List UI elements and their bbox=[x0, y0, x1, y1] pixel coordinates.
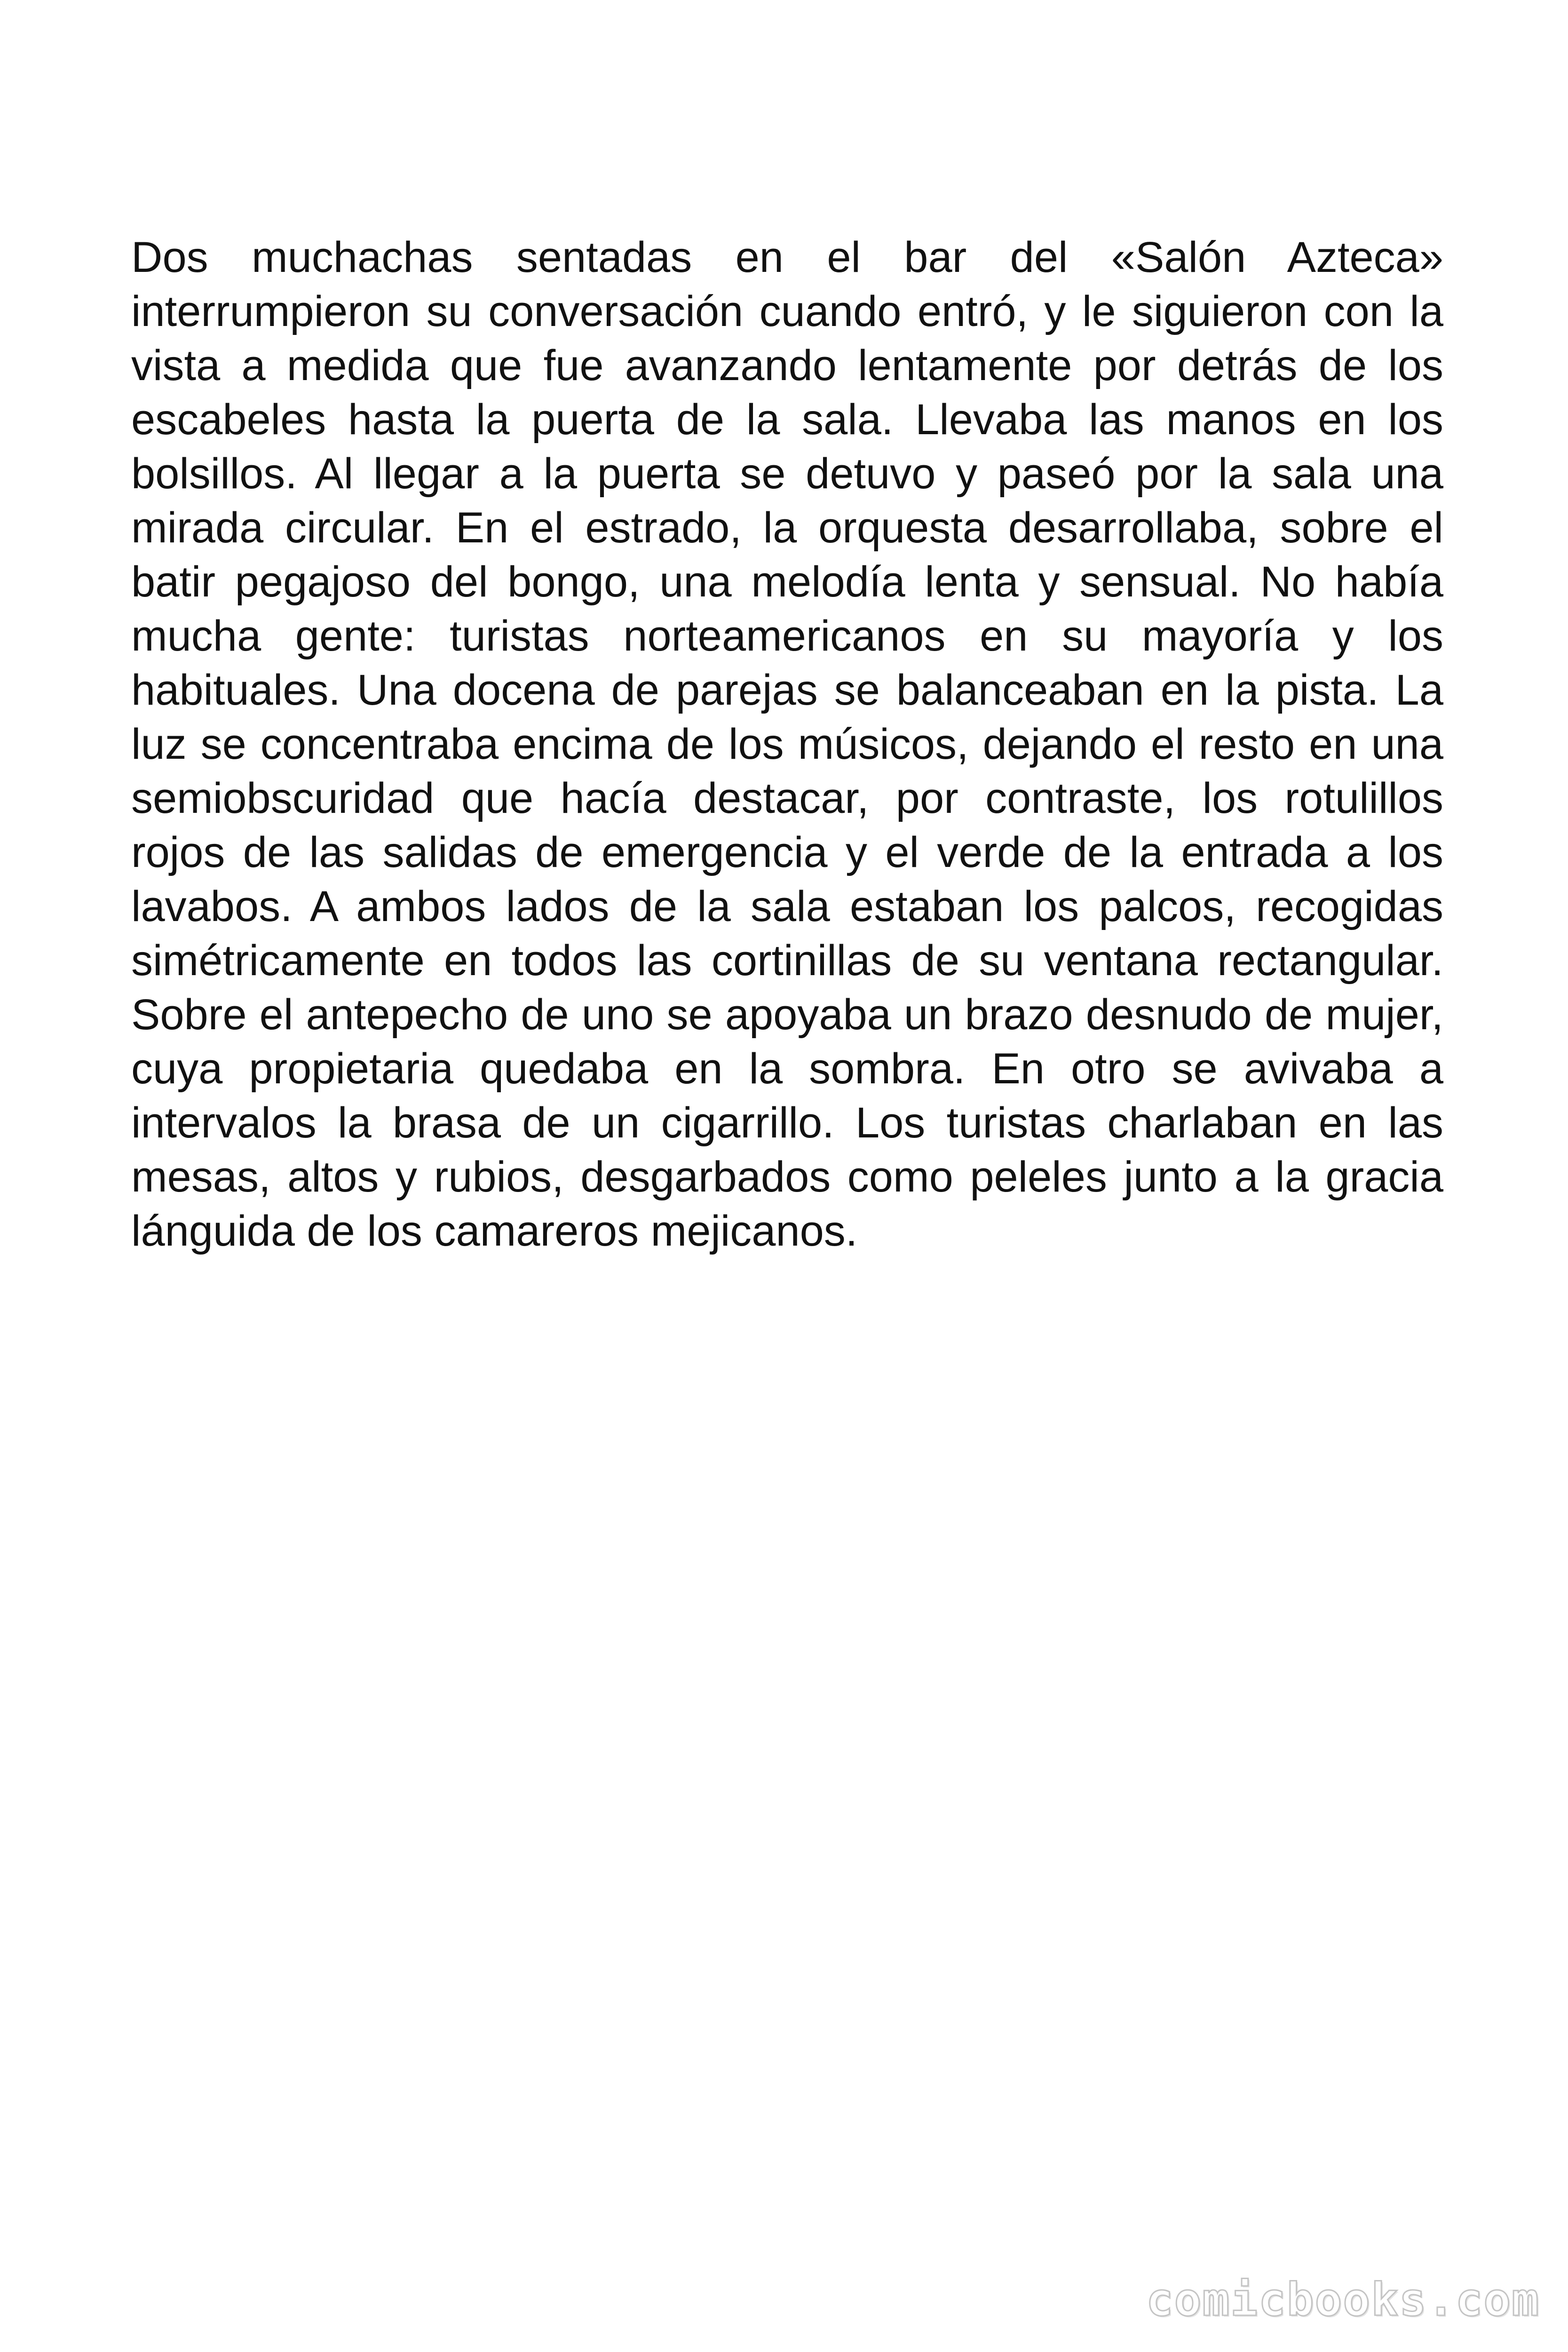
paragraph-line: rojos de las salidas de emergencia y el verde de la entrada a los bbox=[131, 828, 1443, 876]
paragraph-line: lavabos. A ambos lados de la sala estaban los palcos, recogidas bbox=[131, 882, 1443, 930]
paragraph-line: intervalos la brasa de un cigarrillo. Los turistas charlaban en las bbox=[131, 1099, 1443, 1147]
watermark-logo: comicbooks.com bbox=[1146, 2273, 1540, 2326]
paragraph-line: bolsillos. Al llegar a la puerta se detuvo y paseó por la sala una bbox=[131, 450, 1443, 498]
paragraph-line: Dos muchachas sentadas en el bar del «Salón Azteca» bbox=[131, 233, 1443, 281]
paragraph-line: mirada circular. En el estrado, la orquesta desarrollaba, sobre el bbox=[131, 504, 1443, 552]
paragraph-line: mesas, altos y rubios, desgarbados como peleles junto a la gracia bbox=[131, 1153, 1443, 1201]
paragraph-line: vista a medida que fue avanzando lentamente por detrás de los bbox=[131, 342, 1443, 389]
paragraph-line: cuya propietaria quedaba en la sombra. En otro se avivaba a bbox=[131, 1045, 1443, 1093]
paragraph-line: habituales. Una docena de parejas se balanceaban en la pista. La bbox=[131, 666, 1443, 714]
paragraph-line: mucha gente: turistas norteamericanos en su mayoría y los bbox=[131, 612, 1443, 660]
paragraph-line-last: lánguida de los camareros mejicanos. bbox=[131, 1207, 858, 1255]
paragraph-line: Sobre el antepecho de uno se apoyaba un brazo desnudo de mujer, bbox=[131, 991, 1443, 1039]
paragraph-line: batir pegajoso del bongo, una melodía lenta y sensual. No había bbox=[131, 558, 1443, 606]
paragraph-line: simétricamente en todos las cortinillas de su ventana rectangular. bbox=[131, 937, 1443, 985]
paragraph-line: semiobscuridad que hacía destacar, por contraste, los rotulillos bbox=[131, 774, 1443, 822]
paragraph-line: escabeles hasta la puerta de la sala. Llevaba las manos en los bbox=[131, 396, 1443, 444]
paragraph-line: interrumpieron su conversación cuando entró, y le siguieron con la bbox=[131, 287, 1443, 335]
body-paragraph bbox=[131, 230, 1443, 1258]
paragraph-line: luz se concentraba encima de los músicos, dejando el resto en una bbox=[131, 720, 1443, 768]
